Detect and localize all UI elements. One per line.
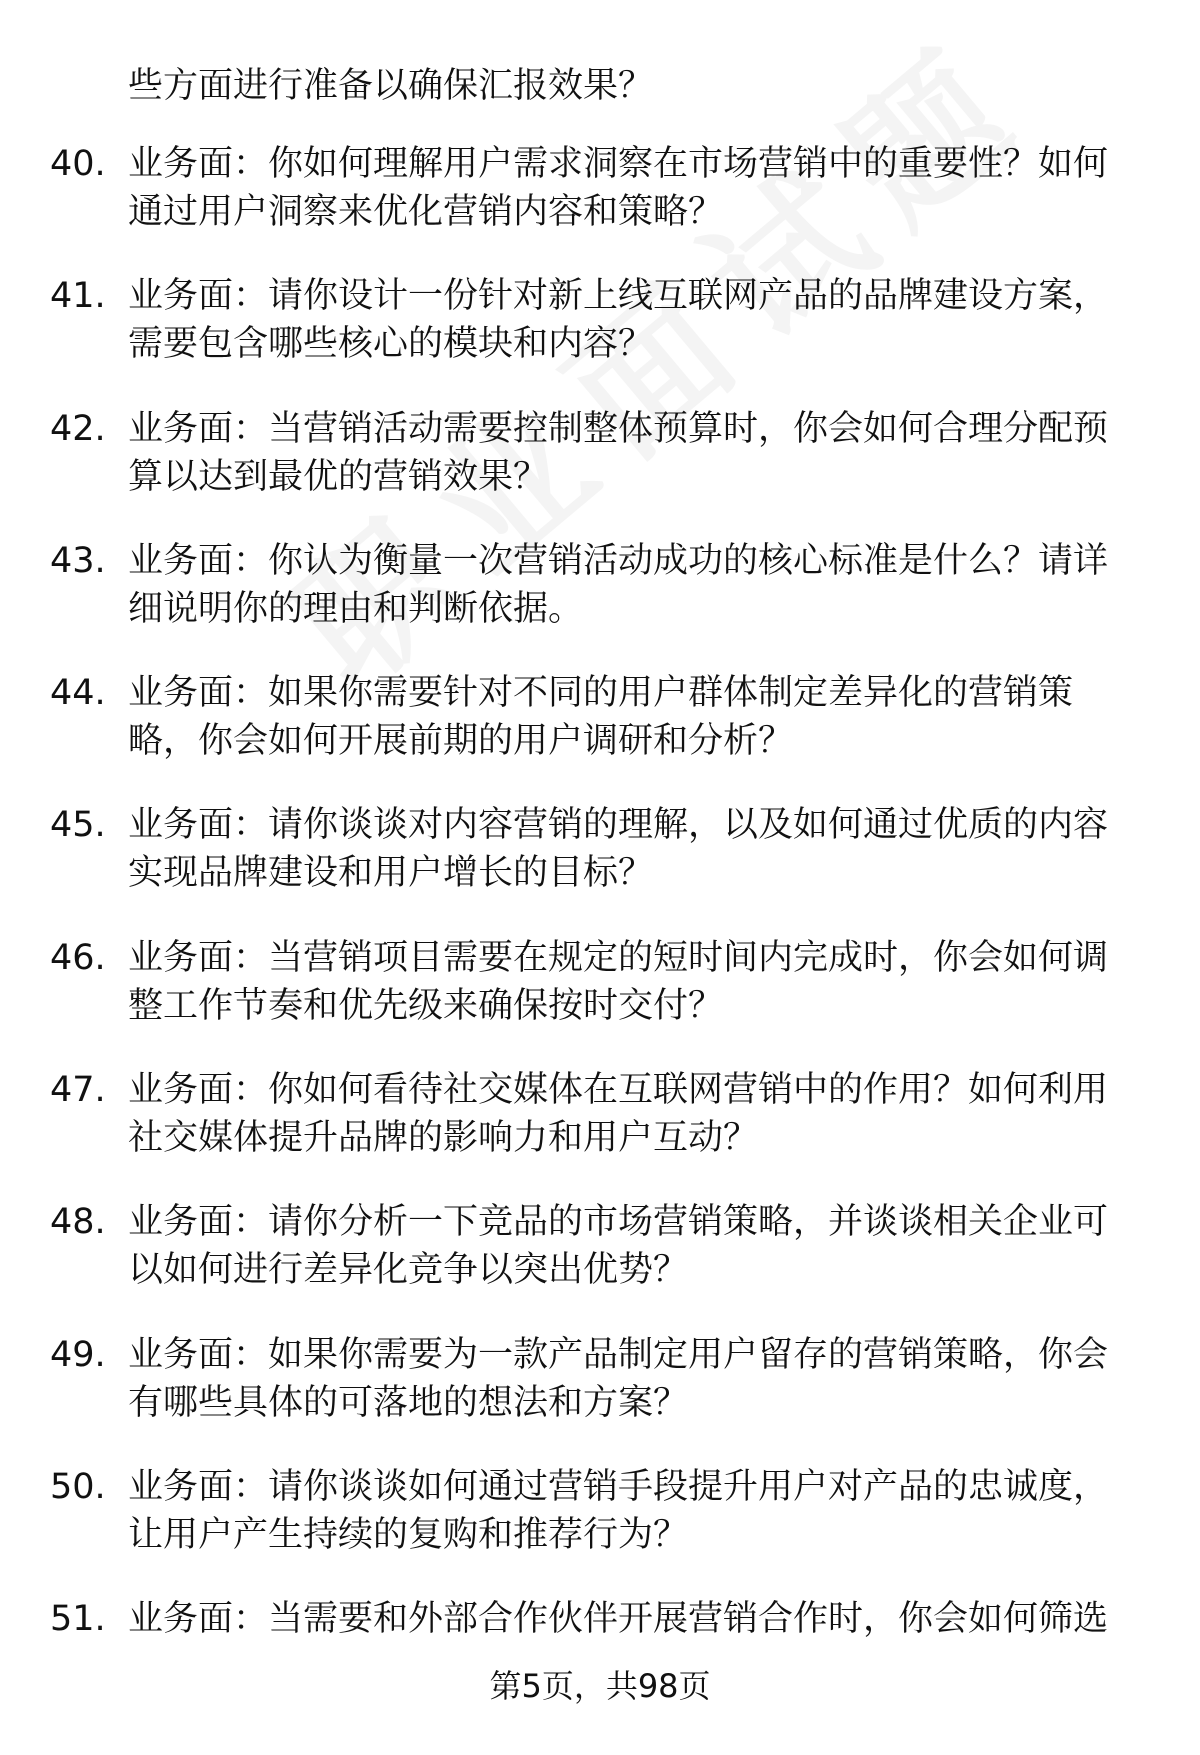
question-text — [128, 934, 1138, 1030]
question-number: 47. — [50, 1070, 106, 1111]
question-line: 业务面：请你谈谈如何通过营销手段提升用户对产品的忠诚度， — [128, 1466, 1109, 1507]
question-text — [128, 1066, 1138, 1162]
question-line: 业务面：当营销项目需要在规定的短时间内完成时，你会如何调 — [128, 937, 1109, 978]
question-line: 业务面：你如何理解用户需求洞察在市场营销中的重要性？如何 — [128, 144, 1109, 184]
question-item — [0, 1463, 1200, 1595]
question-line: 让用户产生持续的复购和推荐行为？ — [128, 1514, 689, 1555]
question-text — [128, 1463, 1138, 1559]
question-number: 46. — [50, 937, 106, 978]
question-number: 49. — [50, 1334, 106, 1375]
question-list — [0, 140, 1200, 1728]
question-line: 业务面：请你分析一下竞品的市场营销策略，并谈谈相关企业可 — [128, 1202, 1109, 1243]
question-line: 通过用户洞察来优化营销内容和策略？ — [128, 192, 724, 232]
question-number: 45. — [50, 805, 106, 846]
question-item — [0, 669, 1200, 801]
question-text — [128, 1198, 1138, 1294]
question-line: 算以达到最优的营销效果？ — [128, 456, 549, 497]
question-item — [0, 537, 1200, 669]
question-text — [128, 1331, 1138, 1427]
question-line: 业务面：请你谈谈对内容营销的理解，以及如何通过优质的内容 — [128, 805, 1109, 846]
question-line: 细说明你的理由和判断依据。 — [128, 588, 584, 629]
question-text — [128, 140, 1138, 236]
question-line: 业务面：你如何看待社交媒体在互联网营销中的作用？如何利用 — [128, 1070, 1109, 1111]
question-number: 40. — [50, 144, 106, 184]
question-line: 业务面：如果你需要为一款产品制定用户留存的营销策略，你会 — [128, 1334, 1109, 1375]
question-line: 有哪些具体的可落地的想法和方案？ — [128, 1382, 689, 1423]
question-text — [128, 669, 1138, 765]
question-text — [128, 801, 1138, 897]
question-text — [128, 272, 1138, 368]
question-line: 业务面：如果你需要针对不同的用户群体制定差异化的营销策 — [128, 673, 1074, 714]
question-number: 43. — [50, 540, 106, 581]
question-item — [0, 801, 1200, 933]
question-item — [0, 272, 1200, 404]
question-line: 业务面：你认为衡量一次营销活动成功的核心标准是什么？请详 — [128, 540, 1109, 581]
question-item — [0, 1331, 1200, 1463]
question-item — [0, 405, 1200, 537]
continuation-text: 些方面进行准备以确保汇报效果？ — [128, 66, 654, 106]
question-line: 业务面：当营销活动需要控制整体预算时，你会如何合理分配预 — [128, 408, 1109, 449]
question-number: 48. — [50, 1202, 106, 1243]
question-line: 略，你会如何开展前期的用户调研和分析？ — [128, 721, 794, 762]
question-line: 整工作节奏和优先级来确保按时交付？ — [128, 985, 724, 1026]
question-item — [0, 1595, 1200, 1727]
question-text — [128, 1595, 1138, 1643]
question-text — [128, 405, 1138, 501]
question-line: 需要包含哪些核心的模块和内容？ — [128, 324, 654, 365]
question-line: 业务面：当需要和外部合作伙伴开展营销合作时，你会如何筛选 — [128, 1599, 1109, 1640]
question-number: 51. — [50, 1599, 106, 1640]
question-item — [0, 1198, 1200, 1330]
question-number: 50. — [50, 1466, 106, 1507]
question-number: 44. — [50, 673, 106, 714]
page-number-footer: 第5页，共98页 — [489, 1667, 711, 1705]
question-number: 42. — [50, 408, 106, 449]
question-item — [0, 1066, 1200, 1198]
question-line: 社交媒体提升品牌的影响力和用户互动？ — [128, 1118, 759, 1159]
question-line: 以如何进行差异化竞争以突出优势？ — [128, 1250, 689, 1291]
question-number: 41. — [50, 276, 106, 317]
question-item — [0, 140, 1200, 272]
question-text — [128, 537, 1138, 633]
question-line: 业务面：请你设计一份针对新上线互联网产品的品牌建设方案， — [128, 276, 1109, 317]
question-line: 实现品牌建设和用户增长的目标？ — [128, 853, 654, 894]
question-item — [0, 934, 1200, 1066]
